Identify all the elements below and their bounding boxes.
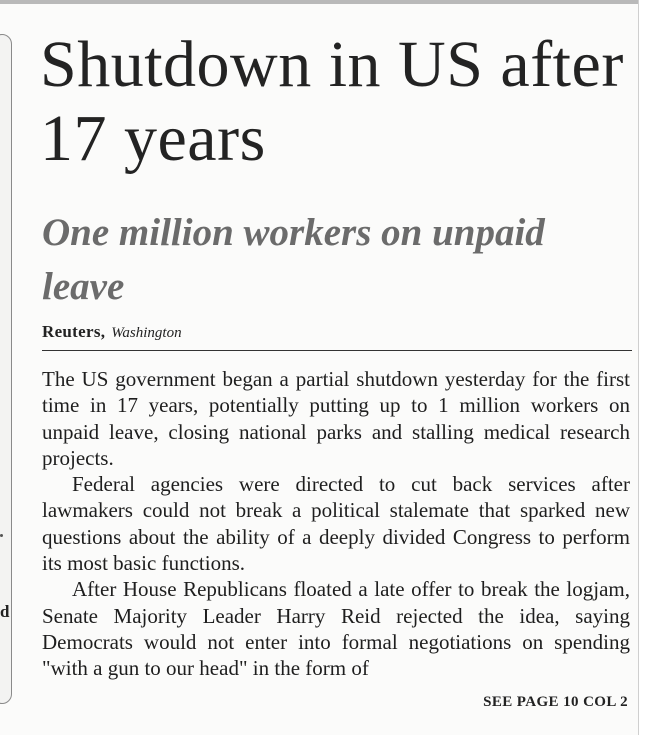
continued-on-page-link[interactable]: SEE PAGE 10 COL 2	[483, 694, 628, 710]
article-paragraph-1: The US government began a partial shutdown yesterday for the first time in 17 years, potentially putting up to 1 million workers on unpaid leave, closing national parks and stalling medical research projects.	[42, 367, 630, 470]
adjacent-column-dot	[0, 534, 3, 537]
top-rule	[0, 0, 640, 4]
byline-agency: Reuters,	[42, 322, 106, 341]
byline-location: Washington	[111, 325, 182, 341]
adjacent-column-fragment: d	[0, 602, 10, 621]
headline: Shutdown in US after 17 years	[40, 28, 624, 175]
article-paragraph-2: Federal agencies were directed to cut back services after lawmakers could not break a political stalemate that sparked new questions about the ability of a deeply divided Congress to perform its most basic functions.	[42, 472, 630, 576]
page-edge	[638, 0, 661, 735]
byline	[42, 322, 632, 351]
article-paragraph-3: After House Republicans floated a late offer to break the logjam, Senate Majority Leader Harry Reid rejected the idea, saying Democrats would not enter into formal negotiations on spending "with a gun to our head" in the form of	[42, 577, 630, 681]
article-body	[42, 366, 630, 682]
subheadline: One million workers on unpaid leave	[42, 211, 545, 308]
